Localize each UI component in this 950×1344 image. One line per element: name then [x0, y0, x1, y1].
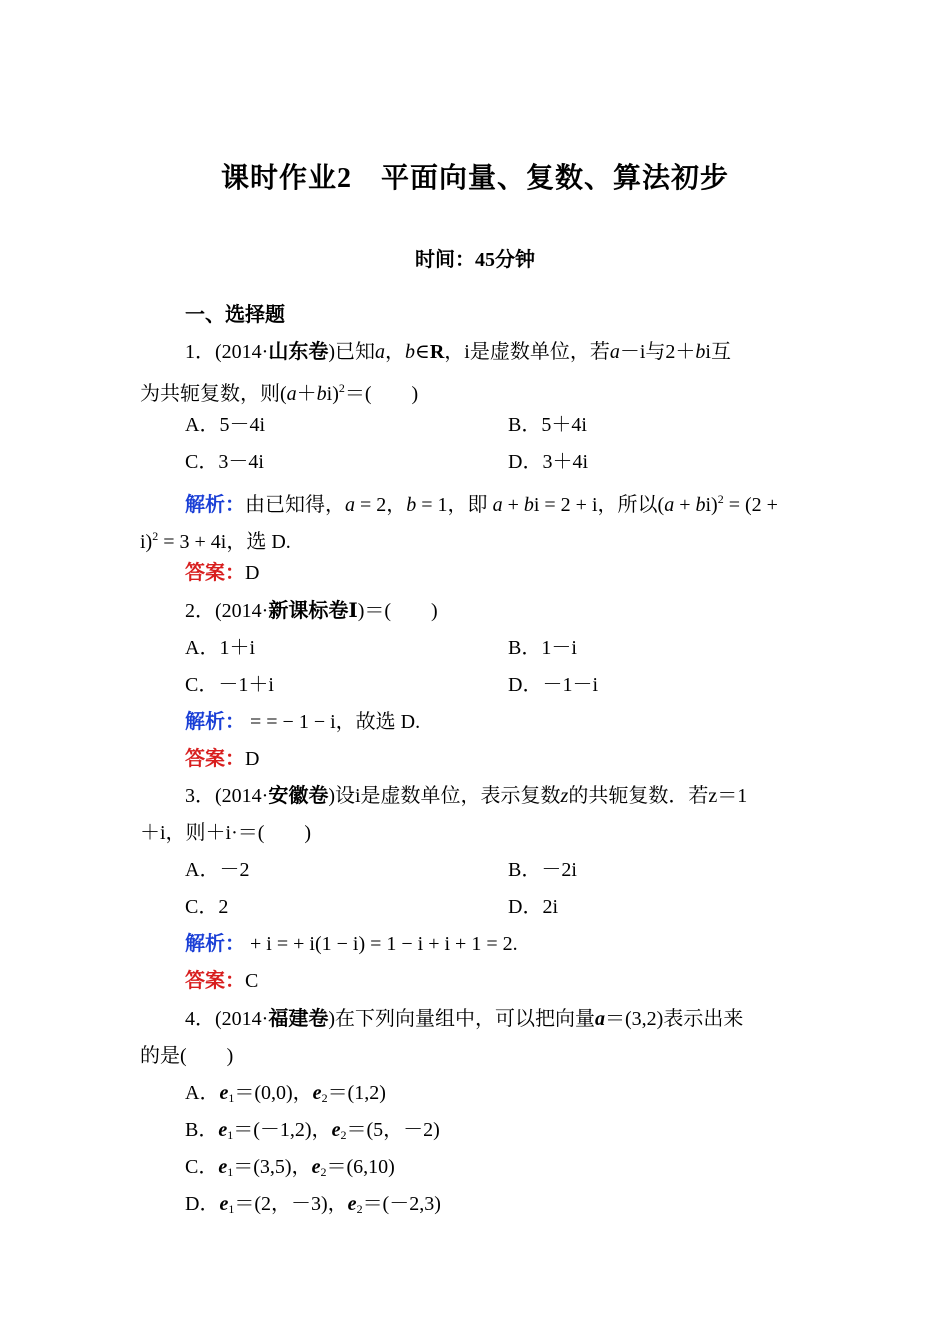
q4-option-b: B．$e_1=(-1,2)$，$e_2=(5$，－2): [185, 1119, 440, 1142]
q1-option-a: A．5－4i: [185, 414, 265, 436]
q3-option-d: D．2i: [508, 896, 558, 918]
q1-option-b: B．5＋4i: [508, 414, 587, 436]
question-1-line-1: 1．(2014·山东卷)已知a，b∈R，i是虚数单位，若a－i与2＋bi互: [185, 341, 731, 363]
q2-option-a: A．1＋i: [185, 637, 255, 659]
q3-explanation: 解析： + i = + i(1 − i) = 1 − i + i + 1 = 2.: [185, 933, 518, 955]
q1-explanation-line-1: 解析：由已知得，a = 2，b = 1，即 a + bi = 2 + i，所以(a + bi)$^2$ = (2 +: [185, 492, 778, 516]
question-4-line-1: 4．(2014·福建卷)在下列向量组中，可以把向量a＝(3,2)表示出来: [185, 1008, 744, 1030]
q1-answer: 答案：D: [185, 562, 260, 584]
q2-option-c: C．－1＋i: [185, 674, 274, 696]
q2-explanation: 解析： = = − 1 − i，故选 D.: [185, 711, 421, 733]
section-heading: 一、选择题: [185, 304, 285, 326]
q4-option-a: A．$e_1=(0,0)$，$e_2=(1,2)$: [185, 1082, 386, 1105]
q3-answer: 答案：C: [185, 970, 259, 992]
question-1-line-2: 为共轭复数，则$(a+bi)^2=$( ): [140, 381, 419, 405]
q1-option-d: D．3＋4i: [508, 451, 588, 473]
question-2-line-1: 2．(2014·新课标卷Ⅰ)＝( ): [185, 600, 438, 622]
time-limit: 时间：45分钟: [415, 249, 535, 271]
question-3-line-1: 3．(2014·安徽卷)设i是虚数单位，表示复数z的共轭复数．若z＝1: [185, 785, 748, 807]
q4-option-d: D．$e_1=(2$，－3)，$e_2=(-2,3)$: [185, 1193, 441, 1216]
q4-option-c: C．$e_1=(3,5)$，$e_2=(6,10)$: [185, 1156, 395, 1179]
q3-option-c: C．2: [185, 896, 229, 918]
question-4-line-2: 的是( ): [140, 1045, 234, 1067]
q2-option-d: D．－1－i: [508, 674, 598, 696]
q3-option-b: B．－2i: [508, 859, 577, 881]
page-title: 课时作业2 平面向量、复数、算法初步: [220, 163, 729, 194]
q1-explanation-line-2: i)$^2$ = 3 + 4i，选 D.: [140, 529, 291, 553]
q3-option-a: A．－2: [185, 859, 250, 881]
q2-option-b: B．1－i: [508, 637, 577, 659]
q1-option-c: C．3－4i: [185, 451, 264, 473]
q2-answer: 答案：D: [185, 748, 260, 770]
question-3-line-2: ＋i，则＋i·＝( ): [140, 822, 312, 844]
